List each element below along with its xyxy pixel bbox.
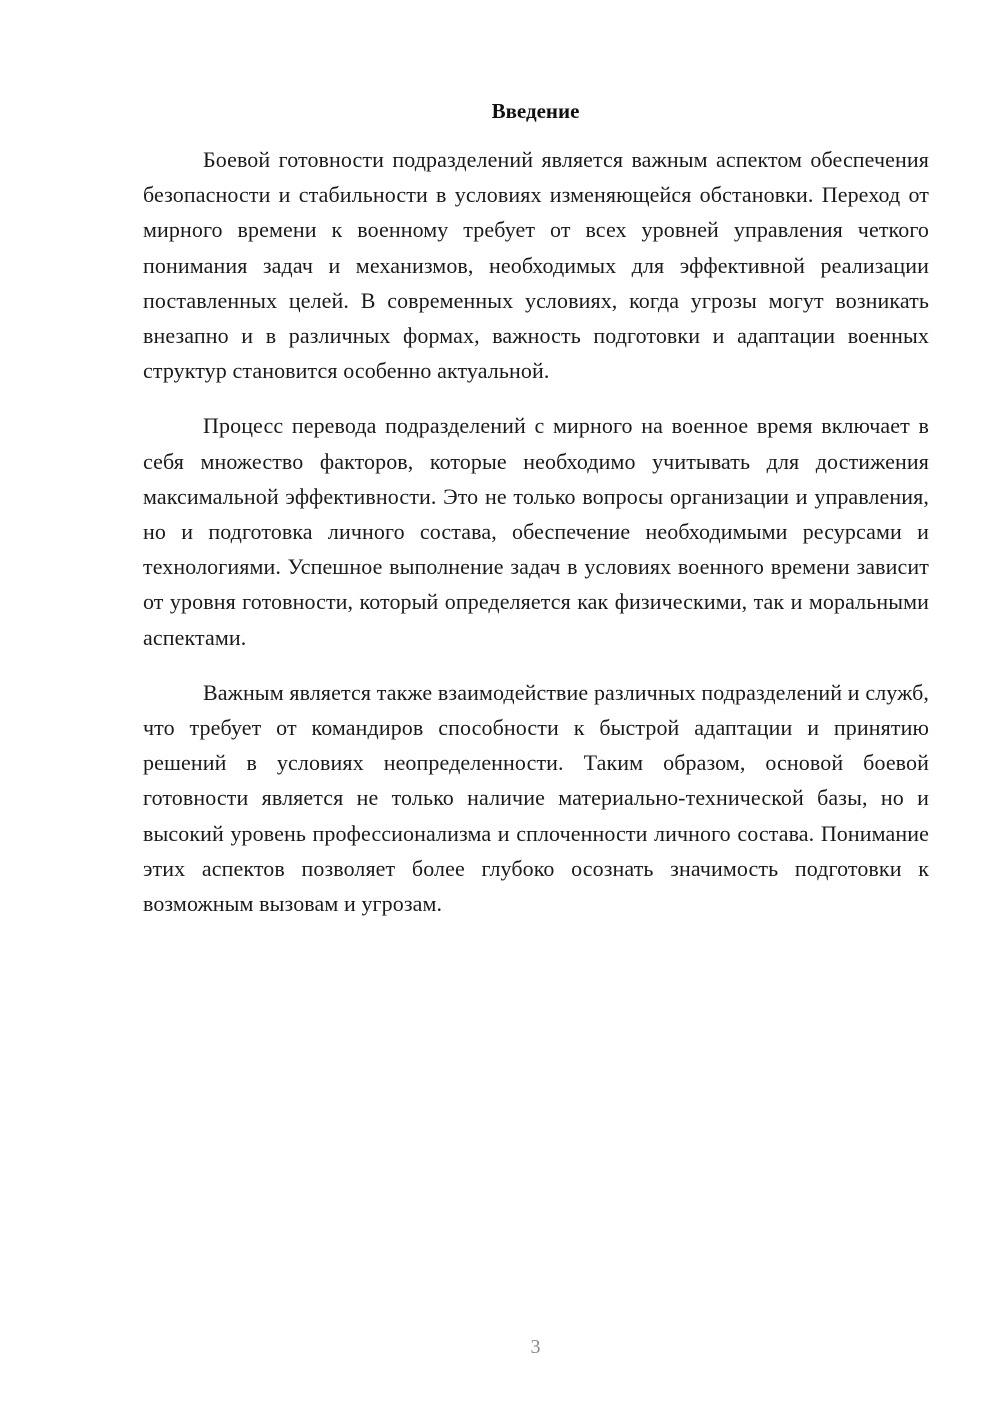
paragraph-1: Боевой готовности подразделений является важным аспектом обеспечения безопасности и стабильности в условиях изменяющейся обстановки. Переход от мирного времени к военному требует от всех уровней управления четкого понимания задач и механизмов, необходимых для эффективной реализации поставленных целей. В современных условиях, когда угрозы могут возникать внезапно и в различных формах, важность подготовки и адаптации военных структур становится особенно актуальной. <box>143 147 929 384</box>
section-title: Введение <box>491 99 580 123</box>
paragraph-2: Процесс перевода подразделений с мирного на военное время включает в себя множество факторов, которые необходимо учитывать для достижения максимальной эффективности. Это не только вопросы организации и управления, но и подготовка личного состава, обеспечение необходимыми ресурсами и технологиями. Успешное выполнение задач в условиях военного времени зависит от уровня готовности, который определяется как физическими, так и моральными аспектами. <box>143 413 929 650</box>
body-text <box>143 142 929 921</box>
page-number: 3 <box>530 1336 541 1358</box>
paragraph-3: Важным является также взаимодействие различных подразделений и служб, что требует от командиров способности к быстрой адаптации и принятию решений в условиях неопределенности. Таким образом, основой боевой готовности является не только наличие материально-технической базы, но и высокий уровень профессионализма и сплоченности личного состава. Понимание этих аспектов позволяет более глубоко осознать значимость подготовки к возможным вызовам и угрозам. <box>143 679 929 917</box>
